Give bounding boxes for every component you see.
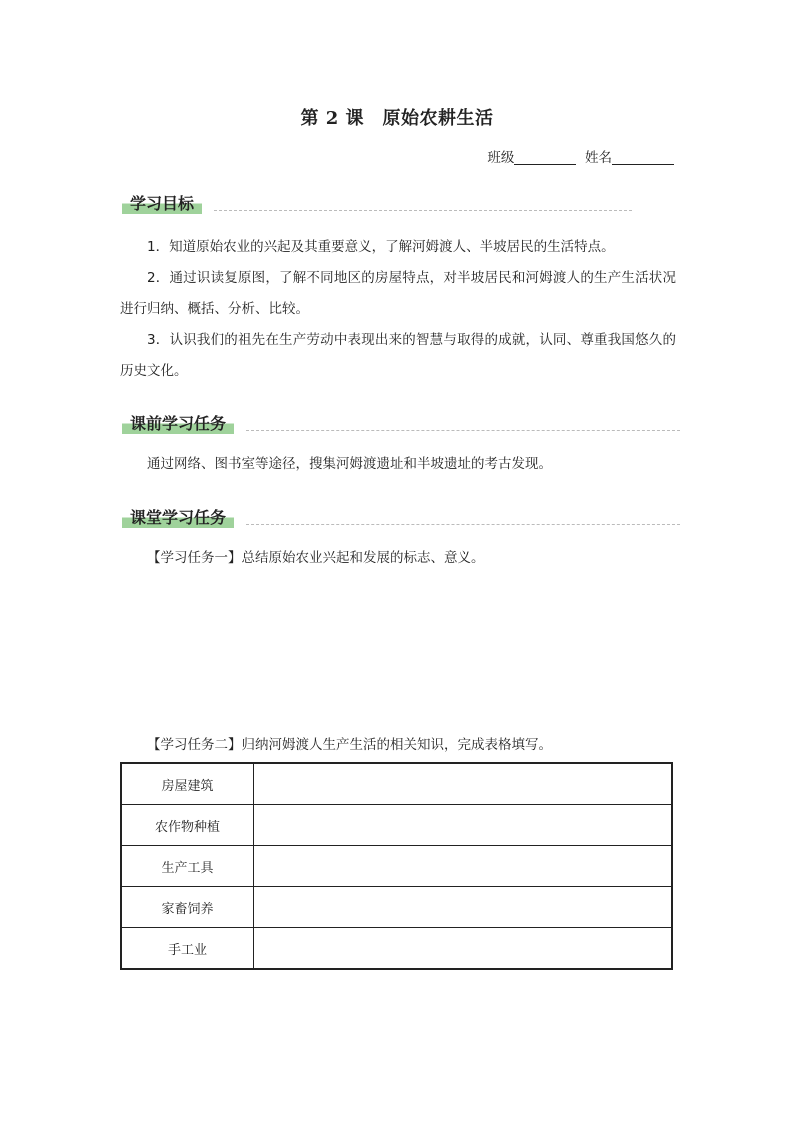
table-row xyxy=(121,887,672,928)
answer-cell[interactable] xyxy=(254,805,673,846)
name-blank[interactable] xyxy=(612,150,674,165)
table-row xyxy=(121,805,672,846)
section-heading: 学习目标 xyxy=(122,192,202,216)
answer-cell[interactable] xyxy=(254,846,673,887)
goal-item-1: 1．知道原始农业的兴起及其重要意义，了解河姆渡人、半坡居民的生活特点。 xyxy=(147,239,615,255)
task-2-text: 【学习任务二】归纳河姆渡人生产生活的相关知识，完成表格填写。 xyxy=(147,737,552,753)
pre-task-text: 通过网络、图书室等途径，搜集河姆渡遗址和半坡遗址的考古发现。 xyxy=(147,456,552,472)
section-goals-header xyxy=(122,192,682,218)
row-label: 家畜饲养 xyxy=(121,887,254,928)
class-label: 班级 xyxy=(487,150,515,166)
student-info-line xyxy=(487,146,674,166)
goal-item-3: 3．认识我们的祖先在生产劳动中表现出来的智慧与取得的成就，认同、尊重我国悠久的历史文化。 xyxy=(120,332,676,379)
dashed-divider xyxy=(246,430,680,431)
table-row xyxy=(121,928,672,970)
row-label: 农作物种植 xyxy=(121,805,254,846)
goal-item-2: 2．通过识读复原图，了解不同地区的房屋特点，对半坡居民和河姆渡人的生产生活状况进行归纳、概括、分析、比较。 xyxy=(120,270,676,317)
answer-cell[interactable] xyxy=(254,887,673,928)
row-label: 生产工具 xyxy=(121,846,254,887)
section-heading: 课前学习任务 xyxy=(122,412,234,436)
dashed-divider xyxy=(214,210,632,211)
dashed-divider xyxy=(246,524,680,525)
task-1-text: 【学习任务一】总结原始农业兴起和发展的标志、意义。 xyxy=(147,550,485,566)
table-row xyxy=(121,763,672,805)
answer-cell[interactable] xyxy=(254,763,673,805)
section-heading: 课堂学习任务 xyxy=(122,506,234,530)
class-blank[interactable] xyxy=(514,150,576,165)
table-row xyxy=(121,846,672,887)
section-pre-header xyxy=(122,412,682,438)
row-label: 房屋建筑 xyxy=(121,763,254,805)
answer-cell[interactable] xyxy=(254,928,673,970)
row-label: 手工业 xyxy=(121,928,254,970)
hemudu-table xyxy=(120,762,673,970)
page-title: 第 2 课 原始农耕生活 xyxy=(300,108,494,129)
name-label: 姓名 xyxy=(585,150,612,166)
section-class-header xyxy=(122,506,682,532)
